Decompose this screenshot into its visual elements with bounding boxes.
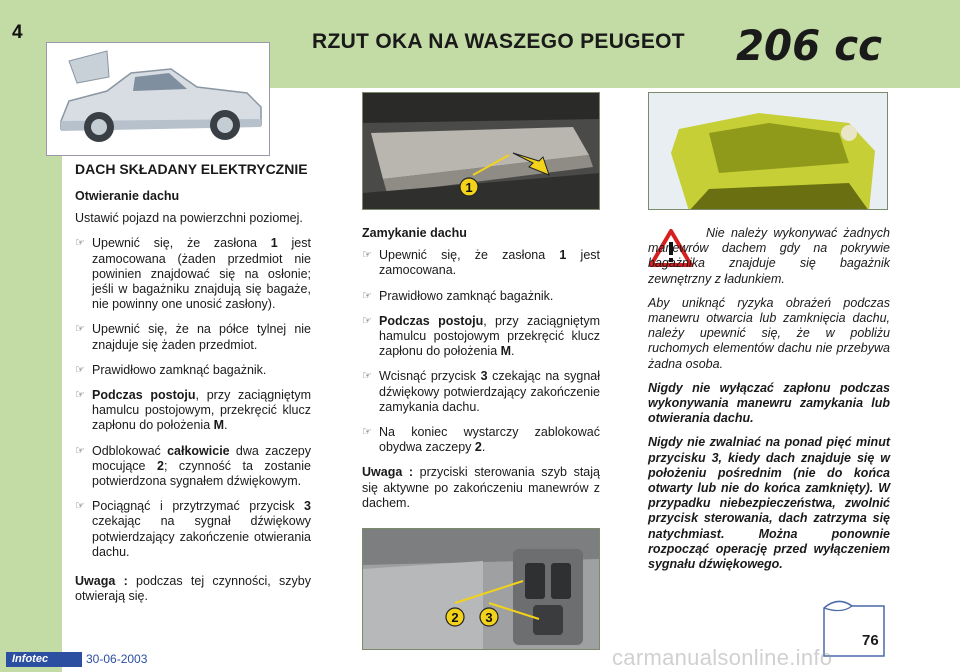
car-illustration xyxy=(47,43,270,156)
opening-note: Uwaga : podczas tej czynności, szyby otwierają się. xyxy=(75,574,311,604)
pointing-hand-icon: ☞ xyxy=(362,289,372,302)
closing-note: Uwaga : przyciski sterowania szyb stają się aktywne po zakończeniu manewrów z dachem. xyxy=(362,465,600,510)
edition-date: 30-06-2003 xyxy=(86,652,148,666)
list-item: ☞ Na koniec wystarczy zablokować obydwa zaczepy 2. xyxy=(362,425,600,455)
warning-button: Nigdy nie zwalniać na ponad pięć minut przycisku 3, kiedy dach znajduje się w położeniu pośrednim (nie do końca otwarty lub nie do końca zamknięty). W przypadku niebezpieczeństwa, zwolnić przycisk sterowania, dach zatrzyma się natychmiast. Można ponownie rozpocząć operację przed wyłączeniem sygnału dźwiękowego. xyxy=(648,435,890,572)
infotec-badge: Infotec xyxy=(6,652,82,667)
trunk-illustration xyxy=(363,93,600,210)
warning-lead: Nie należy wykonywać żadnych manewrów dachem gdy na pokrywie bagażnika znajduje się bagażnik zewnętrzny z ładunkiem. xyxy=(648,226,890,286)
list-item: ☞ Podczas postoju, przy zaciągniętym hamulcu postojowym przekręcić klucz zapłonu do położenia M. xyxy=(362,313,600,359)
model-logo-text: 206 cc xyxy=(736,21,883,70)
page-number: 76 xyxy=(862,632,879,649)
pointing-hand-icon: ☞ xyxy=(75,323,85,336)
left-column xyxy=(75,162,311,614)
list-item: ☞ Pociągnąć i przytrzymać przycisk 3 czekając na sygnał dźwiękowy potwierdzający zakończenie otwierania dachu. xyxy=(75,499,311,559)
roof-illustration xyxy=(649,93,888,210)
pointing-hand-icon: ☞ xyxy=(362,426,372,439)
list-item: ☞ Prawidłowo zamknąć bagażnik. xyxy=(362,288,554,303)
intro-text: Ustawić pojazd na powierzchni poziomej. xyxy=(75,211,303,226)
list-item: ☞ Wcisnąć przycisk 3 czekając na sygnał dźwiękowy potwierdzający zakończenie zamykania dachu. xyxy=(362,369,600,414)
page-title: RZUT OKA NA WASZEGO PEUGEOT xyxy=(312,30,685,53)
subhead-closing: Zamykanie dachu xyxy=(362,226,467,240)
middle-column xyxy=(362,226,600,521)
pointing-hand-icon: ☞ xyxy=(362,249,372,262)
list-item: ☞ Upewnić się, że na półce tylnej nie znajduje się żaden przedmiot. xyxy=(75,322,311,352)
pointing-hand-icon: ☞ xyxy=(75,363,85,376)
watermark: carmanualsonline.info xyxy=(612,645,833,670)
switch-photo xyxy=(362,528,600,650)
list-item: ☞ Podczas postoju, przy zaciągniętym hamulcu postojowym, przekręcić klucz zapłonu do położenia M. xyxy=(75,388,311,433)
pointing-hand-icon: ☞ xyxy=(362,314,372,327)
switch-illustration xyxy=(363,529,600,650)
pointing-hand-icon: ☞ xyxy=(75,389,85,402)
list-item: ☞ Odblokować całkowicie dwa zaczepy mocujące 2; czynność ta zostanie potwierdzona sygnałem dźwiękowym. xyxy=(75,443,311,489)
callout-3: 3 xyxy=(485,610,493,625)
list-item: ☞ Prawidłowo zamknąć bagażnik. xyxy=(75,362,267,377)
opening-steps xyxy=(75,236,311,560)
chapter-number: 4 xyxy=(12,22,23,43)
closing-steps xyxy=(362,248,600,455)
pointing-hand-icon: ☞ xyxy=(75,237,85,250)
callout-2: 2 xyxy=(451,610,459,625)
subhead-opening: Otwieranie dachu xyxy=(75,189,180,203)
warning-ignition: Nigdy nie wyłączać zapłonu podczas wykonywania manewru zamykania lub otwierania dachu. xyxy=(648,380,890,426)
warning-paragraph: Aby uniknąć ryzyka obrażeń podczas manewru otwarcia lub zamknięcia dachu, należy upewnić się, że w pobliżu ruchomych elementów dachu nie przebywa żadna osoba. xyxy=(648,295,890,371)
roof-photo xyxy=(648,92,888,210)
right-column xyxy=(648,226,890,581)
section-title: DACH SKŁADANY ELEKTRYCZNIE xyxy=(75,161,308,177)
list-item: ☞ Upewnić się, że zasłona 1 jest zamocowana (żaden przedmiot nie powinien znajdować się na osłonie; jeśli w bagażniku znajdują się bagaże, nie powinny one unosić zasłony). xyxy=(75,236,311,312)
callout-1: 1 xyxy=(465,180,473,195)
model-logo xyxy=(734,20,884,72)
pointing-hand-icon: ☞ xyxy=(75,444,85,457)
car-photo xyxy=(46,42,270,156)
side-band xyxy=(0,88,62,672)
trunk-photo xyxy=(362,92,600,210)
list-item: ☞ Upewnić się, że zasłona 1 jest zamocowana. xyxy=(362,248,600,278)
pointing-hand-icon: ☞ xyxy=(75,500,85,513)
pointing-hand-icon: ☞ xyxy=(362,370,372,383)
